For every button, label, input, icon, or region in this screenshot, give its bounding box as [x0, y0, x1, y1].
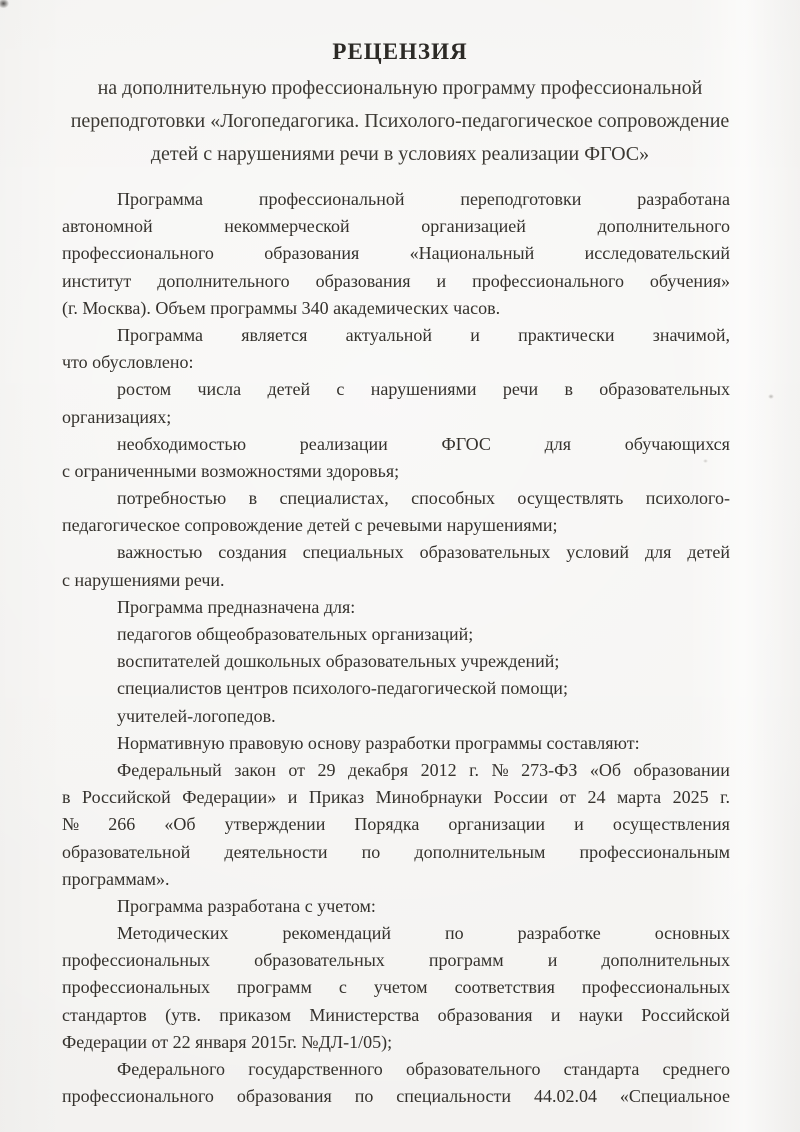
word: науки — [578, 1004, 623, 1025]
word: образовательной — [62, 841, 191, 862]
body-text-line — [62, 1083, 730, 1110]
word: профессионального — [62, 1086, 214, 1107]
word: речи — [502, 379, 539, 400]
body-text-line — [62, 974, 730, 1001]
word: и — [436, 270, 447, 291]
word: разработана — [637, 189, 730, 209]
word: в — [62, 787, 71, 808]
word: профессиональных — [62, 950, 211, 971]
word: рекомендаций — [282, 923, 392, 944]
body-text-line: педагогов общеобразовательных организаций; — [117, 624, 474, 644]
word: Федеральный — [117, 759, 222, 780]
word: образования — [264, 243, 360, 264]
word: обучения» — [649, 270, 730, 291]
word: образовании — [633, 759, 730, 780]
word: и — [547, 950, 558, 971]
body-text-line — [62, 268, 730, 295]
word: Федерации» — [182, 787, 277, 808]
word: специальности — [396, 1086, 512, 1107]
word: и — [574, 814, 584, 835]
word: дополнительных — [601, 950, 730, 971]
word: создания — [218, 542, 287, 563]
word: № — [491, 759, 509, 780]
body-text-line — [62, 240, 730, 267]
word: от — [559, 787, 577, 808]
word: в — [248, 488, 258, 509]
word: Методических — [117, 923, 229, 944]
word: (утв. — [165, 1004, 201, 1025]
body-text-line: педагогическое сопровождение детей с речевыми нарушениями; — [62, 515, 558, 536]
word: и — [550, 1004, 561, 1025]
word: 2012 — [420, 759, 457, 780]
body-text-line — [62, 213, 730, 240]
word: в — [564, 379, 573, 400]
word: стандартов — [62, 1004, 147, 1025]
document-body — [62, 186, 730, 1110]
word: марта — [617, 787, 662, 808]
word: России — [493, 787, 548, 808]
word: образования — [315, 270, 411, 291]
word: организацией — [421, 216, 526, 237]
word: «Об — [164, 814, 196, 835]
word: специальных — [302, 542, 404, 563]
word: профессионального — [472, 270, 624, 291]
word: некоммерческой — [224, 216, 350, 237]
word: важностью — [117, 542, 203, 563]
word: «Об — [589, 759, 622, 780]
word: ФГОС — [441, 433, 491, 454]
body-text-line: Программа предназначена для: — [117, 596, 356, 617]
word: утверждении — [224, 814, 326, 835]
word: Программа — [117, 324, 204, 345]
word: Минобрнауки — [375, 787, 483, 808]
word: стандарта — [563, 1059, 640, 1079]
word: числа — [197, 379, 242, 400]
word: организации — [448, 814, 546, 835]
body-text-line — [62, 784, 730, 811]
body-text-line: что обусловлено: — [62, 352, 194, 373]
body-text-line — [62, 485, 730, 512]
word: по — [444, 923, 464, 944]
word: реализации — [299, 433, 388, 454]
word: образовательного — [405, 1059, 541, 1079]
word: и — [287, 787, 298, 808]
word: нарушениями — [370, 379, 477, 400]
word: образования — [236, 1086, 332, 1107]
word: специалистах, — [279, 488, 389, 509]
word: 29 — [317, 759, 336, 780]
body-text-line: воспитателей дошкольных образовательных учреждений; — [117, 651, 560, 672]
document-subtitle — [66, 72, 734, 171]
word: с — [338, 977, 347, 998]
word: основных — [654, 923, 730, 944]
word: для — [544, 433, 572, 454]
word: декабря — [348, 759, 409, 780]
word: Российской — [641, 1004, 730, 1025]
word: «Национальный — [409, 243, 535, 264]
word: дополнительного — [597, 216, 730, 237]
word: обучающихся — [624, 433, 730, 454]
word: г. — [469, 759, 479, 780]
word: от — [288, 759, 306, 780]
word: по — [354, 1086, 374, 1107]
word: профессиональных — [581, 977, 730, 998]
word: профессионального — [62, 243, 214, 264]
body-text-line — [62, 1002, 730, 1029]
scan-smudge-top-left — [0, 0, 11, 10]
word: Федерального — [117, 1059, 226, 1079]
body-text-line — [62, 920, 730, 947]
word: деятельности — [224, 841, 328, 862]
body-text-line — [62, 1056, 730, 1083]
word: потребностью — [117, 488, 227, 509]
word: образования — [437, 1004, 533, 1025]
body-text-line — [62, 947, 730, 974]
body-text-line: программам». — [62, 868, 170, 889]
word: способных — [411, 488, 496, 509]
document-content — [0, 38, 800, 1110]
word: учетом — [373, 977, 428, 998]
word: дополнительным — [414, 841, 546, 862]
word: ростом — [117, 379, 172, 400]
body-text-line — [62, 839, 730, 866]
word: является — [241, 324, 308, 345]
word: № — [62, 814, 80, 835]
word: исследовательский — [584, 243, 730, 264]
word: осуществления — [612, 814, 730, 835]
word: переподготовки — [460, 189, 582, 209]
subtitle-line: переподготовки «Логопедагогика. Психолого-педагогическое сопровождение — [70, 110, 730, 132]
word: детей — [687, 542, 730, 563]
body-text-line: Нормативную правовую основу разработки программы составляют: — [117, 732, 640, 753]
word: 44.02.04 — [533, 1086, 597, 1107]
word: 273-ФЗ — [521, 759, 578, 780]
body-text-line — [62, 322, 730, 349]
word: Программа — [117, 189, 204, 209]
word: значимой, — [652, 324, 730, 345]
word: осуществлять — [517, 488, 624, 509]
word: 266 — [108, 814, 136, 835]
word: дополнительного — [157, 270, 290, 291]
word: образовательных — [254, 950, 385, 971]
word: Российской — [82, 787, 171, 808]
word: детей — [267, 379, 311, 400]
word: психолого- — [645, 488, 730, 509]
subtitle-line: детей с нарушениями речи в условиях реализации ФГОС» — [150, 143, 650, 165]
word: государственного — [248, 1059, 383, 1079]
subtitle-line: на дополнительную профессиональную программу профессиональной — [97, 77, 703, 99]
body-text-line — [62, 757, 730, 784]
word: автономной — [62, 216, 153, 237]
word: программ — [428, 950, 504, 971]
body-text-line: (г. Москва). Объем программы 340 академических часов. — [62, 297, 501, 318]
body-text-line — [62, 431, 730, 458]
body-text-line — [62, 811, 730, 838]
word: разработке — [517, 923, 601, 944]
word: Порядка — [354, 814, 420, 835]
body-text-line: учителей-логопедов. — [117, 705, 276, 726]
body-text-line: с ограниченными возможностями здоровья; — [62, 460, 400, 481]
word: условий — [566, 542, 629, 563]
word: институт — [62, 270, 132, 291]
word: профессиональным — [579, 841, 730, 862]
word: среднего — [662, 1059, 730, 1079]
word: г. — [720, 787, 730, 808]
word: закон — [234, 759, 276, 780]
body-text-line: организациях; — [62, 406, 172, 427]
body-text-line — [62, 376, 730, 403]
body-text-line — [62, 186, 730, 213]
word: соответствия — [454, 977, 555, 998]
word: практически — [518, 324, 615, 345]
word: «Специальное — [619, 1086, 730, 1107]
word: образовательных — [419, 542, 551, 563]
word: программ — [237, 977, 312, 998]
word: образовательных — [599, 379, 730, 400]
word: 2025 — [672, 787, 709, 808]
word: приказом — [219, 1004, 292, 1025]
word: для — [644, 542, 672, 563]
word: профессиональной — [258, 189, 405, 209]
body-text-line: Программа разработана с учетом: — [117, 895, 376, 916]
word: по — [361, 841, 381, 862]
word: профессиональных — [62, 977, 211, 998]
body-text-line — [62, 539, 730, 566]
word: актуальной — [345, 324, 433, 345]
word: 24 — [587, 787, 606, 808]
document-title: РЕЦЕНЗИЯ — [332, 39, 468, 64]
word: Приказ — [308, 787, 365, 808]
word: необходимостью — [117, 433, 247, 454]
body-text-line: с нарушениями речи. — [62, 569, 225, 590]
body-text-line: специалистов центров психолого-педагогической помощи; — [117, 678, 568, 699]
body-text-line: Федерации от 22 января 2015г. №ДЛ-1/05); — [62, 1031, 393, 1052]
word: и — [470, 324, 480, 345]
word: Министерства — [309, 1004, 420, 1025]
word: с — [336, 379, 345, 400]
